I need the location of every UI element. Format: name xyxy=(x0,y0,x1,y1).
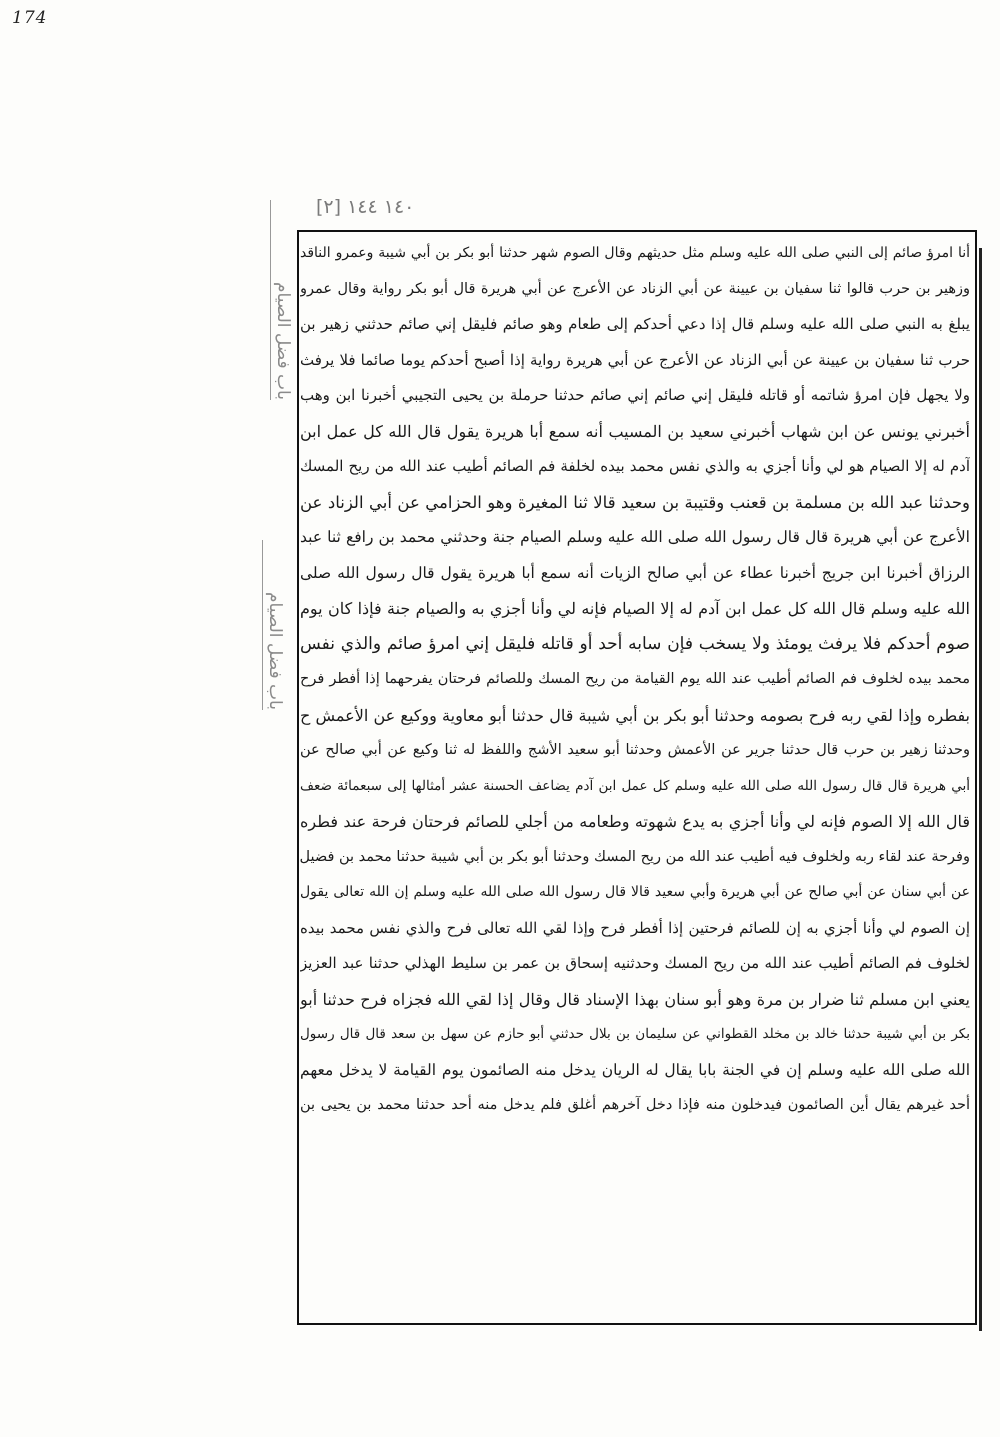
text-line: صوم أحدكم فلا يرفث يومئذ ولا يسخب فإن سابه أحد أو قاتله فليقل إني امرؤ صائم والذي نفس xyxy=(300,633,970,654)
text-line: الأعرج عن أبي هريرة قال قال رسول الله صلى الله عليه وسلم الصيام جنة وحدثني محمد بن رافع ثنا عبد xyxy=(300,528,970,546)
text-line: يعني ابن مسلم ثنا ضرار بن مرة وهو أبو سنان بهذا الإسناد قال وقال إذا لقي الله فجزاه فرح حدثنا أبو xyxy=(300,989,970,1009)
text-line: ولا يجهل فإن امرؤ شاتمه أو قاتله فليقل إني صائم إني صائم حدثنا حرملة بن يحيى التجيبي أخبرنا ابن وهب xyxy=(300,386,970,404)
text-line: الله صلى الله عليه وسلم إن في الجنة بابا يقال له الريان يدخل منه الصائمون يوم القيامة لا يدخل معهم xyxy=(300,1060,970,1079)
text-line: بفطره وإذا لقي ربه فرح بصومه وحدثنا أبو بكر بن أبي شيبة قال حدثنا أبو معاوية ووكيع عن الأعمش ح xyxy=(300,705,970,725)
manuscript-text-block xyxy=(300,236,970,1124)
text-line: قال الله إلا الصوم فإنه لي وأنا أجزي به يدع شهوته وطعامه من أجلي للصائم فرحتان فرحة عند فطره xyxy=(300,812,970,831)
text-line: محمد بيده لخلوف فم الصائم أطيب عند الله يوم القيامة من ريح المسك وللصائم فرحتان يفرحهما إذا أفطر فرح xyxy=(300,671,970,687)
text-line: عن أبي سنان عن أبي صالح عن أبي هريرة وأبي سعيد قالا قال رسول الله صلى الله عليه وسلم إن الله تعالى يقول xyxy=(300,884,970,900)
text-line: أبي هريرة قال قال رسول الله صلى الله عليه وسلم كل عمل ابن آدم يضاعف الحسنة عشر أمثالها إلى سبعمائة ضعف xyxy=(300,777,970,794)
text-line: آدم له إلا الصيام هو لي وأنا أجزي به والذي نفس محمد بيده لخلفة فم الصائم أطيب عند الله من ريح المسك xyxy=(300,457,970,475)
text-line: أحد غيرهم يقال أين الصائمون فيدخلون منه فإذا دخل آخرهم أغلق فلم يدخل منه أحد حدثنا محمد بن يحيى بن xyxy=(300,1097,970,1113)
text-line: لخلوف فم الصائم أطيب عند الله من ريح المسك وحدثنيه إسحاق بن عمر بن سليط الهذلي حدثنا عبد العزيز xyxy=(300,954,970,972)
marginal-note-1: باب فضل الصيام xyxy=(270,200,293,400)
header-stamp: ١٤٠ ١٤٤ [٢] xyxy=(316,196,415,218)
text-line: الله عليه وسلم قال الله كل عمل ابن آدم له إلا الصيام فإنه لي وأنا أجزي به والصيام جنة فإذا كان يوم xyxy=(300,599,970,618)
text-line: بكر بن أبي شيبة حدثنا خالد بن مخلد القطواني عن سليمان بن بلال حدثني أبو حازم عن سهل بن سعد قال قال رسول xyxy=(300,1026,970,1042)
text-line: إن الصوم لي وأنا أجزي به إن للصائم فرحتين إذا أفطر فرح وإذا لقي الله تعالى فرح والذي نفس محمد بيده xyxy=(300,918,970,937)
folio-number: 174 xyxy=(12,8,48,28)
text-line: وفرحة عند لقاء ربه ولخلوف فيه أطيب عند الله من ريح المسك وحدثنا أبو بكر بن أبي شيبة حدثنا محمد بن فضيل xyxy=(300,848,970,865)
text-line: وزهير بن حرب قالوا ثنا سفيان بن عيينة عن أبي الزناد عن الأعرج عن أبي هريرة قال أبو بكر رواية وقال عمرو xyxy=(300,280,970,297)
text-line: وحدثنا زهير بن حرب قال حدثنا جرير عن الأعمش وحدثنا أبو سعيد الأشج واللفظ له ثنا وكيع عن أبي صالح عن xyxy=(300,742,970,758)
text-line: وحدثنا عبد الله بن مسلمة بن قعنب وقتيبة بن سعيد قالا ثنا المغيرة وهو الحزامي عن أبي الزناد عن xyxy=(300,492,970,512)
text-line: أخبرني يونس عن ابن شهاب أخبرني سعيد بن المسيب أنه سمع أبا هريرة يقول قال الله كل عمل ابن xyxy=(300,421,970,441)
text-line: أنا امرؤ صائم إلى النبي صلى الله عليه وسلم مثل حديثهم وقال الصوم شهر حدثنا أبو بكر بن أبي شيبة وعمرو الناقد xyxy=(300,245,970,261)
marginal-note-2: باب فضل الصيام xyxy=(262,540,285,710)
text-line: يبلغ به النبي صلى الله عليه وسلم قال إذا دعي أحدكم إلى طعام وهو صائم فليقل إني صائم حدثني زهير بن xyxy=(300,315,970,333)
text-line: الرزاق أخبرنا ابن جريج أخبرنا عطاء عن أبي صالح الزيات أنه سمع أبا هريرة يقول قال رسول الله صلى xyxy=(300,563,970,582)
text-line: حرب ثنا سفيان بن عيينة عن أبي الزناد عن الأعرج عن أبي هريرة رواية إذا أصبح أحدكم يوما صائما فلا يرفث xyxy=(300,350,970,369)
